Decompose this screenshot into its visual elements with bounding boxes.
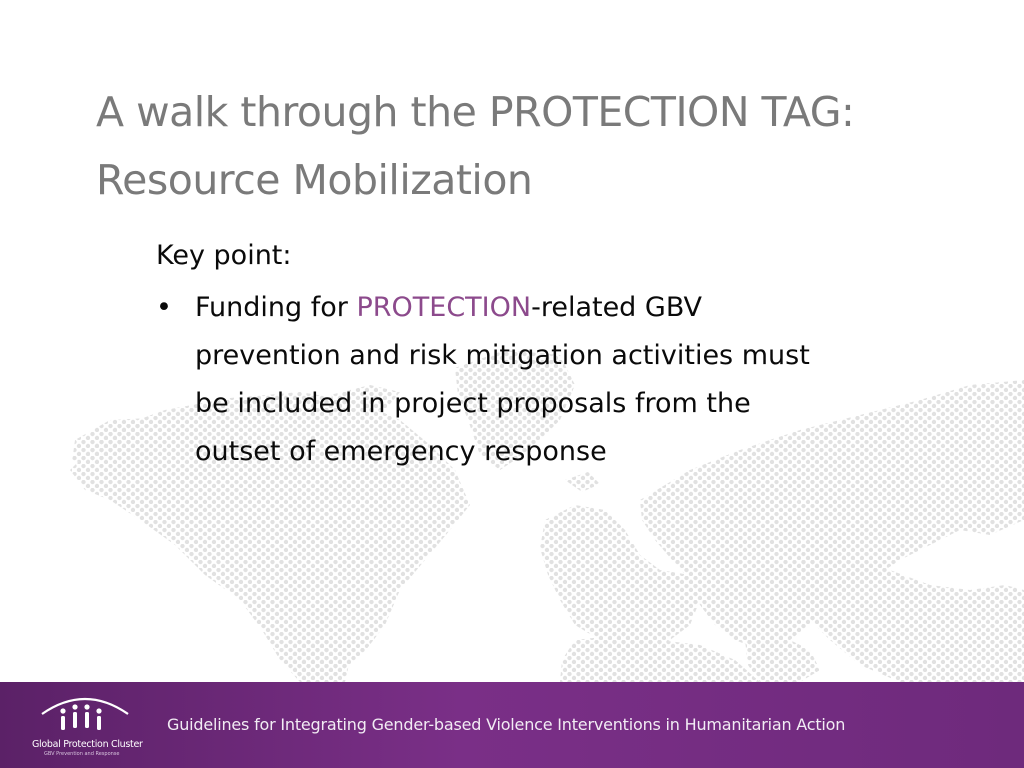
logo-subtitle: GBV Prevention and Response <box>44 751 120 757</box>
logo-name: Global Protection Cluster <box>32 739 143 750</box>
bullet-dot: • <box>156 292 172 323</box>
global-protection-cluster-logo <box>30 690 143 766</box>
bullet-line-1-prefix: Funding for <box>195 292 357 323</box>
bullet-line-1-suffix: -related GBV <box>531 292 702 323</box>
slide-title <box>96 78 996 214</box>
footer-band <box>0 682 1024 768</box>
bullet-item <box>156 284 955 476</box>
bullet-line-1 <box>195 284 955 332</box>
people-arc-icon <box>30 690 140 740</box>
footer-text: Guidelines for Integrating Gender-based Violence Interventions in Humanitarian Action <box>167 715 846 734</box>
key-point-label: Key point: <box>156 240 292 271</box>
bullet-line-3: be included in project proposals from the <box>195 388 751 419</box>
bullet-line-4: outset of emergency response <box>195 436 607 467</box>
title-line-1: A walk through the PROTECTION TAG: <box>96 88 855 136</box>
bullet-line-2: prevention and risk mitigation activities must <box>195 340 810 371</box>
slide-body <box>156 232 956 476</box>
title-line-2: Resource Mobilization <box>96 156 533 204</box>
protection-highlight: PROTECTION <box>356 292 532 323</box>
